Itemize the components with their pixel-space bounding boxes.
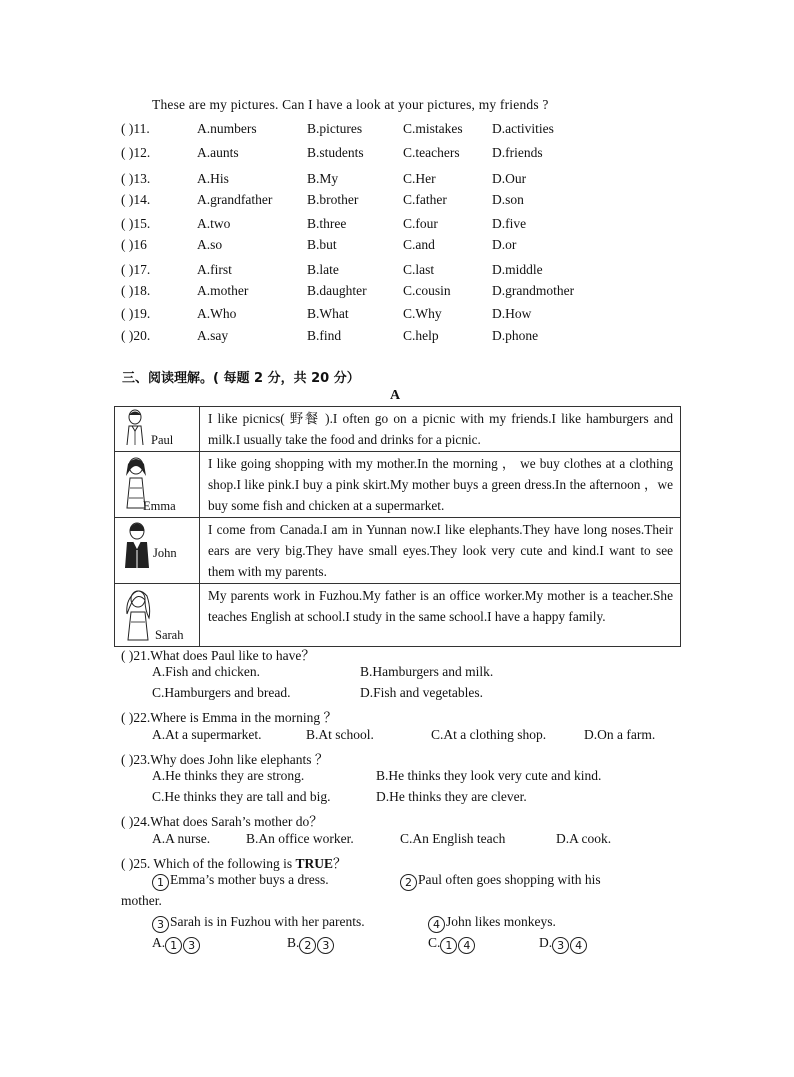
statement-text: Paul often goes shopping with his (418, 872, 601, 887)
option-d: D.How (492, 306, 532, 321)
option-c: C.last (403, 262, 435, 277)
person-text: I come from Canada.I am in Yunnan now.I like elephants.They have long noses.Their ears are very big.They have small eyes.They look very cute and kind.I want to see them with my parents. (200, 518, 681, 584)
table-row (115, 518, 681, 584)
q21-option-c: C.Hamburgers and bread. (152, 685, 291, 700)
question-number[interactable]: ( )17. (121, 262, 151, 277)
q23-option-c: C.He thinks they are tall and big. (152, 789, 331, 804)
person-name: John (153, 546, 177, 560)
question-number[interactable]: ( )18. (121, 283, 151, 298)
q22-option-c: C.At a clothing shop. (431, 727, 547, 742)
section-title: 三、阅读理解。( 每题 2 分，共 20 分） (122, 371, 360, 386)
table-row (115, 452, 681, 518)
circled-number: 4 (458, 937, 475, 954)
question-number[interactable]: ( )13. (121, 171, 151, 186)
option-a: A.numbers (197, 121, 257, 136)
q25-answer-c[interactable] (428, 935, 476, 954)
question-23-stem[interactable]: ( )23.Why does John like elephants ？ (121, 752, 329, 767)
option-c: C.help (403, 328, 439, 343)
option-d: D.son (492, 192, 524, 207)
question-number[interactable]: ( )11. (121, 121, 150, 136)
table-row (115, 584, 681, 647)
option-b: B.three (307, 216, 347, 231)
passage-letter: A (390, 388, 401, 403)
circled-number: 1 (440, 937, 457, 954)
circled-number: 1 (152, 874, 169, 891)
circled-number: 4 (570, 937, 587, 954)
q25-answer-a[interactable] (152, 935, 201, 954)
q23-option-d: D.He thinks they are clever. (376, 789, 527, 804)
option-a: A.His (197, 171, 229, 186)
q25-statement-3 (152, 914, 365, 933)
option-d: D.five (492, 216, 527, 231)
option-b: B.find (307, 328, 342, 343)
q22-option-b: B.At school. (306, 727, 374, 742)
q24-option-d: D.A cook. (556, 831, 612, 846)
question-number[interactable]: ( )20. (121, 328, 151, 343)
answer-label: B. (287, 935, 300, 950)
person-cell (115, 407, 200, 452)
option-c: C.four (403, 216, 438, 231)
option-d: D.Our (492, 171, 527, 186)
option-b: B.but (307, 237, 337, 252)
question-number[interactable]: ( )14. (121, 192, 151, 207)
option-a: A.two (197, 216, 231, 231)
option-c: C.and (403, 237, 435, 252)
option-a: A.aunts (197, 145, 239, 160)
q21-option-b: B.Hamburgers and milk. (360, 664, 494, 679)
option-d: D.activities (492, 121, 554, 136)
option-a: A.mother (197, 283, 249, 298)
passage-closing-line: These are my pictures. Can I have a look at your pictures, my friends ? (152, 97, 549, 112)
option-a: A.say (197, 328, 229, 343)
option-c: C.father (403, 192, 447, 207)
q25-statement-1 (152, 872, 329, 891)
statement-text: Sarah is in Fuzhou with her parents. (170, 914, 365, 929)
q21-option-d: D.Fish and vegetables. (360, 685, 483, 700)
person-text: I like picnics( 野餐 ).I often go on a picnic with my friends.I like hamburgers and milk.I usually take the food and drinks for a picnic. (200, 407, 681, 452)
q25-stem-text: ( )25. Which of the following is (121, 856, 296, 871)
q25-stem-end: ？ (333, 856, 347, 871)
person-cell (115, 584, 200, 647)
q25-statement-2 (400, 872, 601, 891)
circled-number: 3 (552, 937, 569, 954)
answer-label: C. (428, 935, 441, 950)
circled-number: 3 (317, 937, 334, 954)
q24-option-b: B.An office worker. (246, 831, 354, 846)
circled-number: 3 (183, 937, 200, 954)
q21-option-a: A.Fish and chicken. (152, 664, 260, 679)
option-a: A.grandfather (197, 192, 273, 207)
question-21-stem[interactable]: ( )21.What does Paul like to have？ (121, 648, 315, 663)
person-cell (115, 452, 200, 518)
person-text: My parents work in Fuzhou.My father is an office worker.My mother is a teacher.She teaches English at school.I study in the same school.I have a happy family. (200, 584, 681, 647)
person-name: Emma (143, 499, 176, 513)
q23-option-b: B.He thinks they look very cute and kind. (376, 768, 602, 783)
option-d: D.middle (492, 262, 543, 277)
option-c: C.mistakes (403, 121, 463, 136)
option-d: D.or (492, 237, 517, 252)
reading-table (114, 406, 681, 647)
question-24-stem[interactable]: ( )24.What does Sarah’s mother do？ (121, 814, 323, 829)
statement-text: Emma’s mother buys a dress. (170, 872, 329, 887)
boy-jacket-figure-icon (121, 520, 153, 572)
q25-statement-2-continued: mother. (121, 893, 162, 908)
table-row (115, 407, 681, 452)
q22-option-d: D.On a farm. (584, 727, 656, 742)
option-a: A.Who (197, 306, 237, 321)
circled-number: 3 (152, 916, 169, 933)
q22-option-a: A.At a supermarket. (152, 727, 262, 742)
q23-option-a: A.He thinks they are strong. (152, 768, 305, 783)
circled-number: 4 (428, 916, 445, 933)
option-d: D.phone (492, 328, 539, 343)
option-c: C.teachers (403, 145, 460, 160)
option-b: B.late (307, 262, 339, 277)
circled-number: 2 (299, 937, 316, 954)
q25-statement-4 (428, 914, 556, 933)
option-b: B.What (307, 306, 349, 321)
option-a: A.so (197, 237, 223, 252)
question-number[interactable]: ( )12. (121, 145, 151, 160)
option-c: C.cousin (403, 283, 451, 298)
option-a: A.first (197, 262, 232, 277)
person-cell (115, 518, 200, 584)
question-number[interactable]: ( )15. (121, 216, 151, 231)
girl-longhair-figure-icon (121, 586, 155, 642)
option-b: B.pictures (307, 121, 363, 136)
q25-stem-bold: TRUE (295, 856, 333, 871)
option-d: D.friends (492, 145, 543, 160)
circled-number: 1 (165, 937, 182, 954)
question-number[interactable]: ( )19. (121, 306, 151, 321)
question-25-stem[interactable] (121, 852, 347, 872)
question-number[interactable]: ( )16 (121, 237, 147, 252)
q25-answer-b[interactable] (287, 935, 335, 954)
option-c: C.Her (403, 171, 436, 186)
q25-answer-d[interactable] (539, 935, 588, 954)
option-b: B.students (307, 145, 364, 160)
option-b: B.brother (307, 192, 359, 207)
option-c: C.Why (403, 306, 442, 321)
answer-label: D. (539, 935, 553, 950)
q24-option-a: A.A nurse. (152, 831, 211, 846)
question-22-stem[interactable]: ( )22.Where is Emma in the morning ？ (121, 710, 337, 725)
boy-figure-icon (121, 409, 149, 445)
person-name: Sarah (155, 628, 184, 642)
q24-option-c: C.An English teach (400, 831, 506, 846)
answer-label: A. (152, 935, 166, 950)
circled-number: 2 (400, 874, 417, 891)
person-name: Paul (151, 433, 174, 447)
option-b: B.daughter (307, 283, 367, 298)
option-d: D.grandmother (492, 283, 575, 298)
statement-text: John likes monkeys. (446, 914, 556, 929)
option-b: B.My (307, 171, 339, 186)
person-text: I like going shopping with my mother.In the morning ， we buy clothes at a clothing shop.I like pink.I buy a pink skirt.My mother buys a green dress.In the afternoon ，we buy some fish and chicken at a supermarket. (200, 452, 681, 518)
